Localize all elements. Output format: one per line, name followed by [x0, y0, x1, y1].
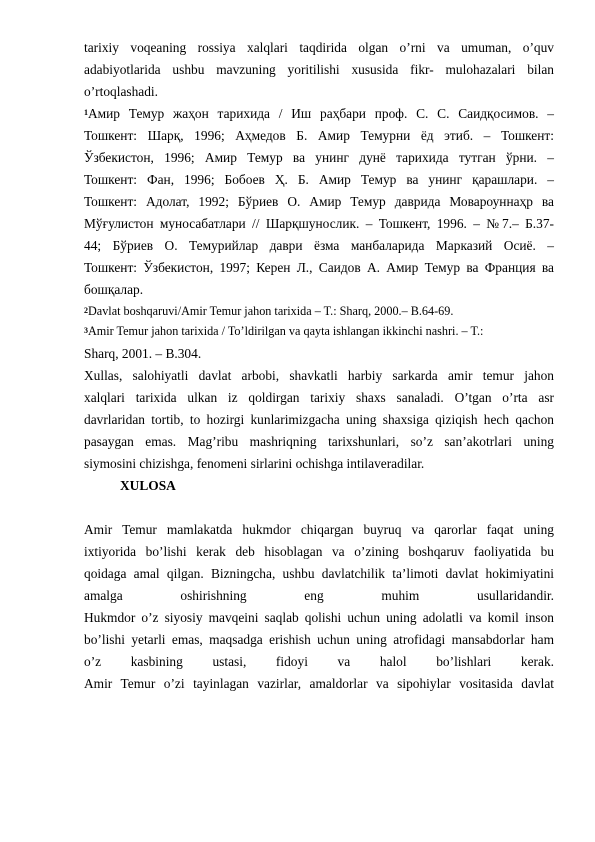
footnote-2-text: Davlat boshqaruvi/Amir Temur jahon tarixida – T.: Sharq, 2000.– B.64-69. [88, 304, 454, 318]
footnote-1-line-7: 44; Бўриев О. Темурийлар даври ёзма манбаларида Марказий Осиё. – [84, 238, 554, 253]
footnote-1-text-1: Амир Темур жаҳон тарихида / Иш раҳбари проф. С. С. Саидқосимов. – [88, 106, 554, 121]
intro-line-3: o’rtoqlashadi. [84, 84, 159, 99]
footnote-1-line-2: Тошкент: Шарқ, 1996; Аҳмедов Б. Амир Темурни ёд этиб. – Тошкент: [84, 128, 554, 143]
footnote-3-text-1: Amir Temur jahon tarixida / To’ldirilgan va qayta ishlangan ikkinchi nashri. – T.: [88, 324, 484, 338]
footnote-1-line-5: Тошкент: Адолат, 1992; Бўриев О. Амир Темур даврида Мовароуннаҳр ва [84, 194, 554, 209]
footnote-1-line-6: Мўғулистон муносабатлари // Шарқшунослик. – Тошкент, 1996. – №7.– Б.37- [84, 216, 554, 231]
summary-line-1: Xullas, salohiyatli davlat arbobi, shavkatli harbiy sarkarda amir temur jahon [84, 368, 554, 383]
footnote-2-marker: 2 [84, 306, 88, 315]
footnote-1-line-1 [84, 103, 554, 124]
footnote-2 [84, 301, 554, 322]
summary-line-2: xalqlari tarixida ulkan iz qoldirgan tarixiy shaxs sanaladi. O’tgan o’rta asr [84, 390, 554, 405]
footnote-1-line-9: бошқалар. [84, 282, 144, 297]
footnote-3-marker: 3 [84, 326, 88, 335]
conclusion-line-3: qoidaga amal qilgan. Bizningcha, ushbu davlatchilik ta’limoti davlat hokimiyatini [84, 566, 554, 581]
conclusion-line-7: o’z kasbining ustasi, fidoyi va halol bo’lishlari kerak. [84, 654, 554, 669]
footnote-1-line-3: Ўзбекистон, 1996; Амир Темур ва унинг дунё тарихида тутган ўрни. – [84, 150, 554, 165]
summary-line-4: pasaygan emas. Mag’ribu mashriqning tarixshunlari, so’z san’akotrlari uning [84, 434, 554, 449]
summary-line-3: davrlaridan tortib, to hozirgi kunlarimizgacha uning shaxsiga qiziqish hech qachon [84, 412, 554, 427]
intro-line-1: tarixiy voqeaning rossiya xalqlari taqdirida olgan o’rni va umuman, o’quv [84, 40, 554, 55]
conclusion-line-8: Amir Temur o’zi tayinlagan vazirlar, amaldorlar va sipohiylar vositasida davlat [84, 676, 554, 691]
footnote-1-line-8: Тошкент: Ўзбекистон, 1997; Керен Л., Саидов А. Амир Темур ва Франция ва [84, 260, 554, 275]
footnote-3-line-2: Sharq, 2001. – B.304. [84, 346, 202, 361]
footnote-1-line-4: Тошкент: Фан, 1996; Бобоев Ҳ. Б. Амир Темур ва унинг қарашлари. – [84, 172, 554, 187]
conclusion-line-4: amalga oshirishning eng muhim usullaridandir. [84, 588, 554, 603]
conclusion-line-6: bo’lishi yetarli emas, maqsadga erishish uchun uning atrofidagi mansabdorlar ham [84, 632, 554, 647]
summary-line-5: siymosini chizishga, fenomeni sirlarini ochishga intilaveradilar. [84, 456, 425, 471]
conclusion-line-2: ixtiyorida bo’lishi kerak deb hisoblagan va o’zining boshqaruv faoliyatida bu [84, 544, 554, 559]
conclusion-line-1: Amir Temur mamlakatda hukmdor chiqargan buyruq va qarorlar faqat uning [84, 522, 554, 537]
intro-line-2: adabiyotlarida ushbu mavzuning yoritilishi xususida fikr- mulohazalari bilan [84, 62, 554, 77]
conclusion-line-5: Hukmdor o’z siyosiy mavqeini saqlab qolishi uchun uning adolatli va komil inson [84, 610, 554, 625]
footnote-3-line-1 [84, 321, 554, 342]
section-heading: XULOSA [120, 478, 176, 493]
footnote-1-marker: 1 [84, 108, 88, 117]
